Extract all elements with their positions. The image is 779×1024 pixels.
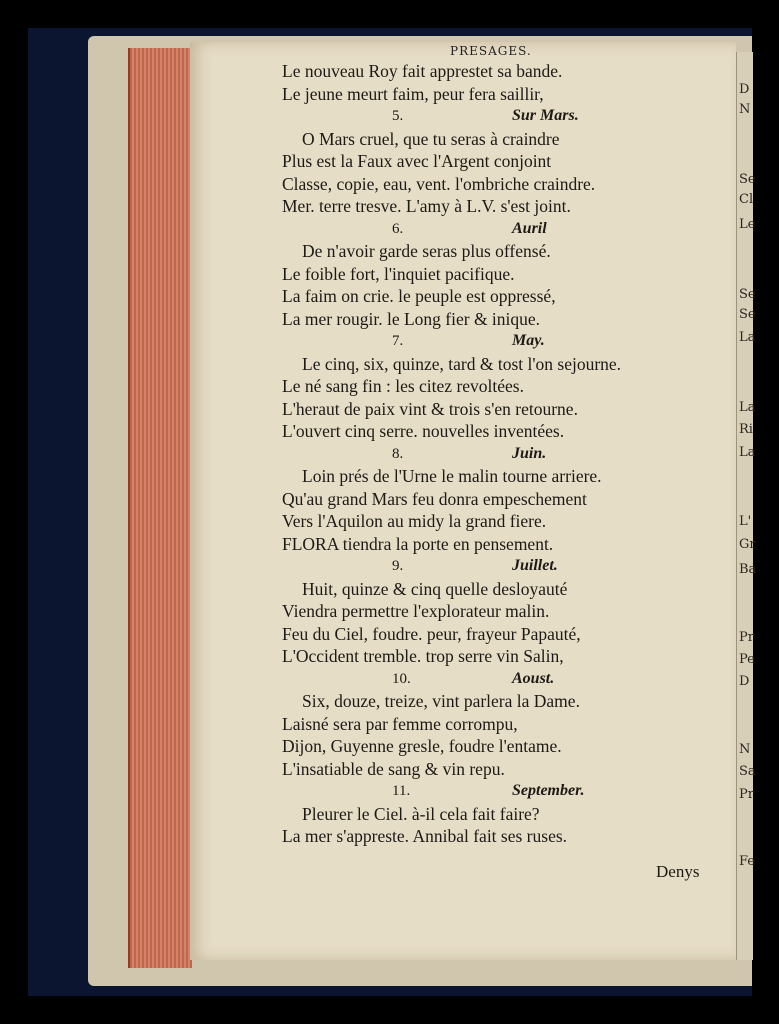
verse-line: Pleurer le Ciel. à-il cela fait faire? <box>302 803 540 824</box>
verse-month: Juillet. <box>512 557 558 574</box>
next-page-fragment: Le <box>739 217 756 232</box>
verse-heading <box>282 668 722 691</box>
verse-line: Le nouveau Roy fait apprestet sa bande. <box>282 61 563 81</box>
verse-text <box>282 60 722 848</box>
verse-heading <box>282 105 722 128</box>
verse-line: Mer. terre tresve. L'amy à L.V. s'est joint. <box>282 196 571 216</box>
verse-number: 6. <box>392 220 404 237</box>
verse-line: Le né sang fin : les citez revoltées. <box>282 376 524 396</box>
verse-line: Plus est la Faux avec l'Argent conjoint <box>282 151 552 171</box>
verse-heading <box>282 443 722 466</box>
verse-line: L'heraut de paix vint & trois s'en retourne. <box>282 398 578 419</box>
verse-heading <box>282 555 722 578</box>
verse-line: L'Occident tremble. trop serre vin Salin, <box>282 646 564 666</box>
next-page-fragment: Gr <box>739 537 756 552</box>
next-page-fragment: Ba <box>739 562 757 577</box>
next-page-fragment: Sa <box>739 764 756 779</box>
verse-line: Huit, quinze & cinq quelle desloyauté <box>302 578 568 599</box>
verse-line: Loin prés de l'Urne le malin tourne arriere. <box>302 466 602 486</box>
verse-number: 5. <box>392 108 404 124</box>
verse-month: May. <box>512 332 545 349</box>
next-page-fragment: Pr <box>739 630 754 645</box>
verse-line: O Mars cruel, que tu seras à craindre <box>302 128 560 149</box>
verse-line: L'ouvert cinq serre. nouvelles inventées. <box>282 421 565 441</box>
verse-month: Juin. <box>512 444 547 462</box>
next-page-fragment: N <box>739 102 751 117</box>
next-page-fragment: Se <box>739 287 756 302</box>
verse-month: September. <box>512 782 585 799</box>
next-page-fragment: N <box>739 742 751 757</box>
page-edges <box>128 48 192 968</box>
verse-heading <box>282 218 722 241</box>
verse-line: Dijon, Guyenne gresle, foudre l'entame. <box>282 736 562 756</box>
next-page-fragment: D <box>739 674 750 689</box>
verse-line: Six, douze, treize, vint parlera la Dame. <box>302 691 580 711</box>
catchword: Denys <box>656 862 700 881</box>
verse-line: Le cinq, six, quinze, tard & tost l'on sejourne. <box>302 353 622 374</box>
verse-line: Le jeune meurt faim, peur fera saillir, <box>282 83 544 104</box>
next-page-fragment: La <box>739 330 756 345</box>
next-page-fragment: Pr <box>739 787 754 802</box>
next-page-fragment: Fe <box>739 854 756 869</box>
verse-line: Vers l'Aquilon au midy la grand fiere. <box>282 511 547 531</box>
next-page-fragment: Se <box>739 172 756 187</box>
next-page-fragment: Se <box>739 307 756 322</box>
verse-line: FLORA tiendra la porte en pensement. <box>282 533 554 554</box>
verse-month: Sur Mars. <box>512 107 579 124</box>
verse-number: 10. <box>392 670 411 687</box>
next-page-fragment: D <box>739 82 750 97</box>
verse-line: Classe, copie, eau, vent. l'ombriche craindre. <box>282 173 596 194</box>
verse-line: Laisné sera par femme corrompu, <box>282 713 518 734</box>
next-page-fragment: La <box>739 445 756 460</box>
next-page-edge <box>736 52 757 960</box>
next-page-fragment: Cl <box>739 192 754 207</box>
verse-line: Le foible fort, l'inquiet pacifique. <box>282 263 515 284</box>
verse-line: La faim on crie. le peuple est oppressé, <box>282 286 556 306</box>
verse-line: La mer rougir. le Long fier & inique. <box>282 308 541 329</box>
verse-number: 7. <box>392 333 404 349</box>
next-page-fragment: Pe <box>739 652 755 667</box>
verse-month: Aoust. <box>512 669 555 687</box>
next-page-fragment: L' <box>739 514 752 529</box>
verse-line: Qu'au grand Mars feu donra empeschement <box>282 488 587 509</box>
verse-number: 11. <box>392 783 411 799</box>
verse-month: Auril <box>512 219 547 237</box>
verse-line: L'insatiable de sang & vin repu. <box>282 758 505 779</box>
verse-number: 8. <box>392 445 404 462</box>
verse-line: Viendra permettre l'explorateur malin. <box>282 601 550 621</box>
verse-line: De n'avoir garde seras plus offensé. <box>302 241 551 261</box>
verse-line: La mer s'appreste. Annibal fait ses ruses. <box>282 826 568 846</box>
next-page-fragment: Ri <box>739 422 753 437</box>
running-head: PRESAGES. <box>450 44 532 58</box>
next-page-fragment: La <box>739 400 756 415</box>
verse-number: 9. <box>392 558 404 574</box>
verse-line: Feu du Ciel, foudre. peur, frayeur Papauté, <box>282 623 581 644</box>
verse-heading <box>282 330 722 353</box>
verse-heading <box>282 780 722 803</box>
